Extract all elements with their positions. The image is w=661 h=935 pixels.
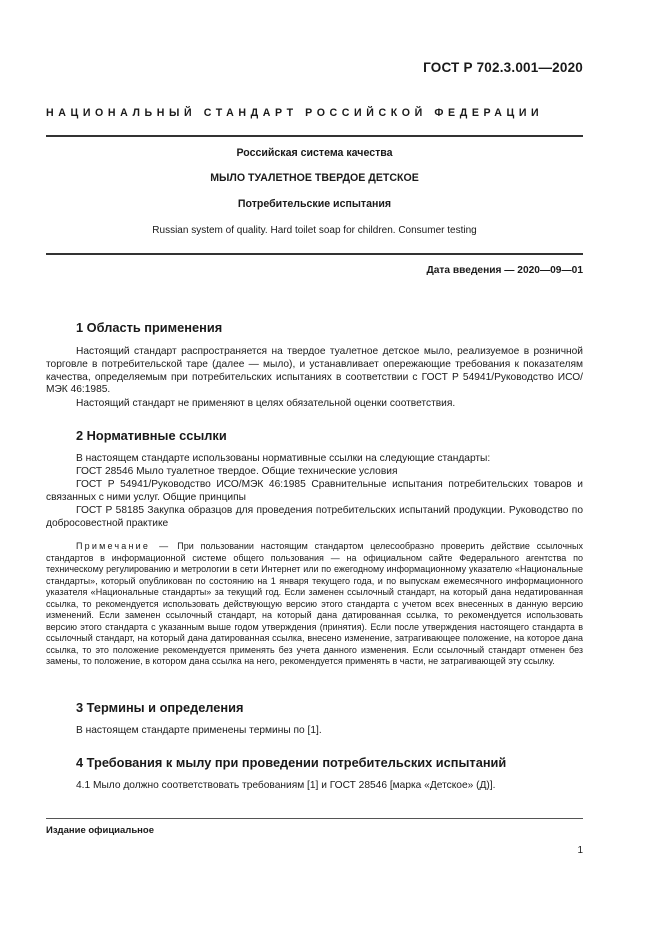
- section-4-heading: 4 Требования к мылу при проведении потребительских испытаний: [76, 755, 507, 770]
- section-4-paragraph: 4.1 Мыло должно соответствовать требованиям [1] и ГОСТ 28546 [марка «Детское» (Д)].: [76, 780, 496, 791]
- quality-system-title: Российская система качества: [236, 147, 393, 159]
- reference-gost-r-58185-text: ГОСТ Р 58185 Закупка образцов для проведения потребительских испытаний продукции. Руководство по добросовестной практике: [46, 505, 583, 529]
- document-title: МЫЛО ТУАЛЕТНОЕ ТВЕРДОЕ ДЕТСКОЕ: [210, 172, 419, 184]
- note-label: Примечание —: [76, 541, 171, 551]
- introduction-date: Дата введения — 2020—09—01: [426, 265, 583, 276]
- document-code: ГОСТ Р 702.3.001—2020: [423, 60, 583, 75]
- note-block: [46, 541, 583, 668]
- page-number: 1: [577, 845, 583, 856]
- title-divider: [46, 253, 583, 255]
- section-2-heading: 2 Нормативные ссылки: [76, 428, 227, 443]
- note-text: При пользовании настоящим стандартом целесообразно проверить действие ссылочных стандартов в информационной системе общего пользования — на официальном сайте Федерального агентства по техническому регулированию и метрологии в сети Интернет или по ежегодному информационному указателю «Национальные стандарты», который опубликован по состоянию на 1 января текущего года, и по выпускам ежемесячного информационного указателя «Национальные стандарты» за текущий год. Если заменен ссылочный стандарт, на который дана недатированная ссылка, то рекомендуется использовать действующую версию этого стандарта с учетом всех внесенных в данную версию изменений. Если заменен ссылочный стандарт, на который дана датированная ссылка, то рекомендуется использовать версию этого стандарта с указанным выше годом утверждения (принятия). Если после утверждения настоящего стандарта в ссылочный стандарт, на который дана датированная ссылка, внесено изменение, затрагивающее положение, на которое дана ссылка, то это положение рекомендуется применять без учета данного изменения. Если ссылочный стандарт отменен без замены, то положение, в котором дана ссылка на него, рекомендуется применять в части, не затрагивающей эту ссылку.: [46, 541, 583, 666]
- reference-gost-r-54941: [46, 479, 583, 505]
- reference-gost-r-58185: [46, 505, 583, 531]
- section-3-heading: 3 Термины и определения: [76, 700, 244, 715]
- section-1-paragraph-1-text: Настоящий стандарт распространяется на твердое туалетное детское мыло, реализуемое в розничной торговле в потребительской таре (далее — мыло), и устанавливает опережающие требования к показателям качества, определяемым при потребительских испытаниях в соответствии с ГОСТ Р 54941/Руководство ИСО/МЭК 46:1985.: [46, 346, 583, 396]
- section-3-paragraph: В настоящем стандарте применены термины по [1].: [76, 725, 322, 736]
- national-standard-banner: НАЦИОНАЛЬНЫЙ СТАНДАРТ РОССИЙСКОЙ ФЕДЕРАЦИИ: [46, 107, 544, 119]
- header-divider: [46, 135, 583, 137]
- section-1-paragraph-2-text: Настоящий стандарт не применяют в целях обязательной оценки соответствия.: [76, 398, 456, 409]
- document-subtitle: Потребительские испытания: [237, 198, 392, 210]
- section-1-paragraph-2: [46, 398, 583, 411]
- footer-divider: [46, 818, 583, 819]
- english-title: Russian system of quality. Hard toilet soap for children. Consumer testing: [152, 225, 477, 236]
- section-2-intro: В настоящем стандарте использованы нормативные ссылки на следующие стандарты:: [76, 453, 491, 464]
- section-1-paragraph-1: [46, 346, 583, 397]
- reference-gost-28546: ГОСТ 28546 Мыло туалетное твердое. Общие технические условия: [76, 466, 398, 477]
- official-edition-label: Издание официальное: [46, 825, 154, 836]
- section-1-heading: 1 Область применения: [76, 320, 223, 335]
- reference-gost-r-54941-text: ГОСТ Р 54941/Руководство ИСО/МЭК 46:1985 Сравнительные испытания потребительских товаров и связанных с ними услуг. Общие принципы: [46, 479, 583, 503]
